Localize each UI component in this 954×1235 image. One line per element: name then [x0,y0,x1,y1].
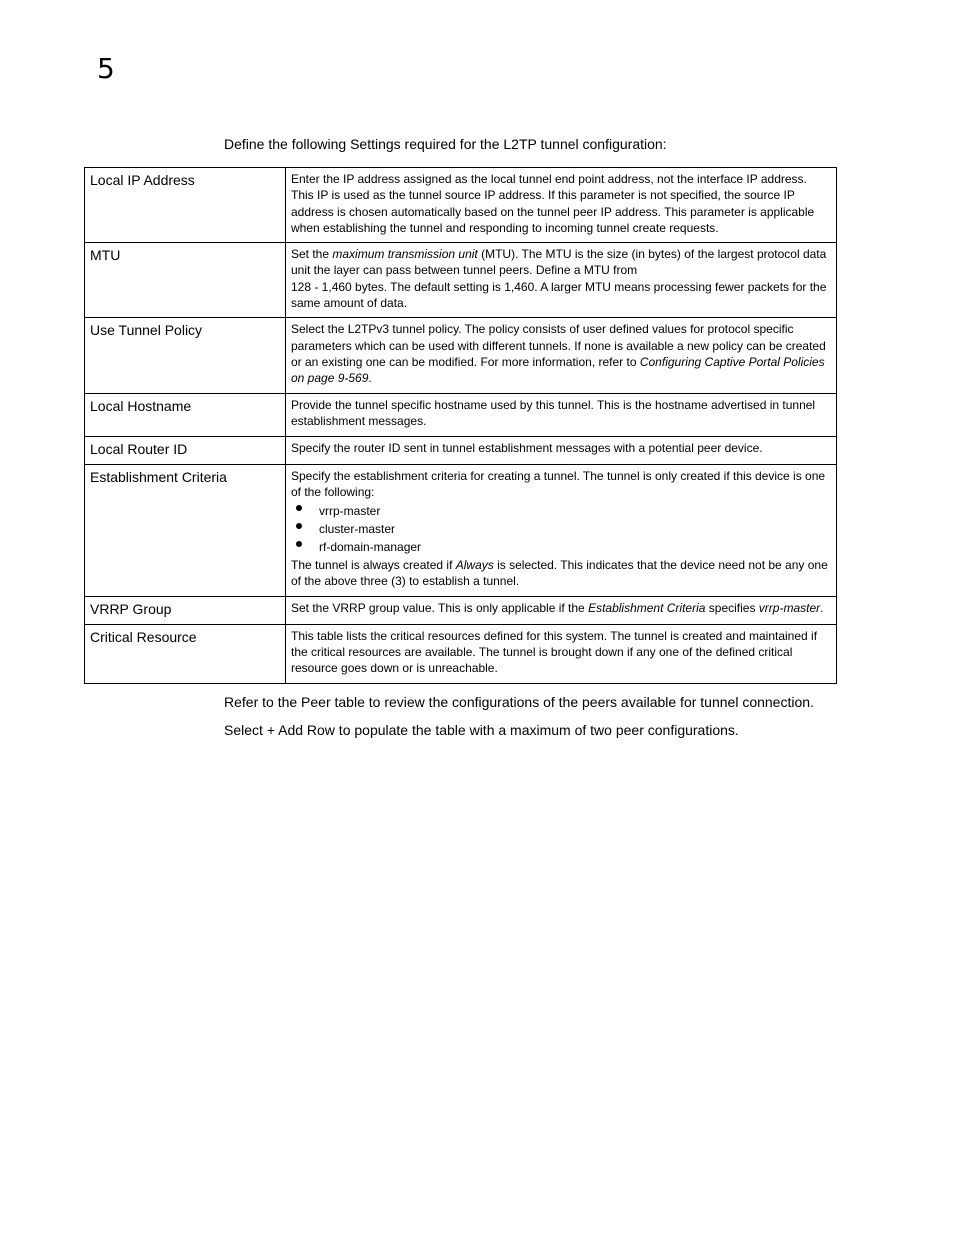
desc-local-ip: Enter the IP address assigned as the local tunnel end point address, not the interface IP address. This IP is used as the tunnel source IP address. If this parameter is not specified, the source IP address is chosen automatically based on the tunnel peer IP address. This parameter is applicable when establishing the tunnel and responding to incoming tunnel create requests. [286,168,837,243]
intro-text: Define the following Settings required for the L2TP tunnel configuration: [224,136,667,152]
desc-text: Select the L2TPv3 tunnel policy. The policy consists of user defined values for protocol specific parameters which can be used with different tunnels. If none is available a new policy can be created or an existing one can be modified. For more information, refer to [291,322,826,369]
desc-text: Specify the establishment criteria for creating a tunnel. The tunnel is only created if this device is one of the following: [291,468,826,499]
peer-table-paragraph [224,694,924,710]
criteria-options [291,502,831,556]
list-item: cluster-master [291,520,831,538]
body-text: Refer to the [224,694,302,710]
term-local-hostname: Local Hostname [85,393,286,436]
body-text: to review the configurations of the peers available for tunnel connection. [364,694,814,710]
chapter-number: 5 [97,52,115,85]
desc-mtu [286,243,837,318]
list-item: vrrp-master [291,502,831,520]
settings-table [84,167,837,684]
table-row [85,318,837,393]
desc-text: 128 - 1,460 bytes. The default setting is 1,460. A larger MTU means processing fewer packets for the same amount of data. [291,279,827,311]
add-row-paragraph [224,722,924,738]
table-row [85,624,837,683]
table-row [85,596,837,624]
term-local-ip: Local IP Address [85,168,286,243]
table-row [85,436,837,464]
desc-emphasis: vrrp-master [758,600,821,615]
desc-tunnel-policy [286,318,837,393]
table-row [85,464,837,596]
desc-text: specifies [705,600,759,615]
desc-vrrp-group [286,596,837,624]
desc-critical-resource: This table lists the critical resources defined for this system. The tunnel is created and maintained if the critical resources are available. The tunnel is brought down if any one of the defined critical resource goes down or is unreachable. [286,624,837,683]
desc-establishment-criteria [286,464,837,596]
body-text: Select [224,722,267,738]
desc-text: (MTU). The MTU is the size (in bytes) of the largest protocol data unit the layer can pass between tunnel peers. Define a MTU from [291,247,827,278]
peer-table-reference: Peer table [301,694,365,710]
desc-text: . [368,371,372,386]
desc-router-id: Specify the router ID sent in tunnel establishment messages with a potential peer device. [286,436,837,464]
table-row [85,168,837,243]
term-establishment-criteria: Establishment Criteria [85,464,286,596]
table-row [85,393,837,436]
term-vrrp-group: VRRP Group [85,596,286,624]
body-text: to populate the table with a maximum of two peer configurations. [334,722,739,738]
term-mtu: MTU [85,243,286,318]
term-router-id: Local Router ID [85,436,286,464]
cross-reference: Configuring Captive Portal Policies on page 9-569 [291,354,825,386]
table-row [85,243,837,318]
term-critical-resource: Critical Resource [85,624,286,683]
desc-emphasis: Always [455,558,494,573]
desc-local-hostname: Provide the tunnel specific hostname used by this tunnel. This is the hostname advertised in tunnel establishment messages. [286,393,837,436]
desc-text: Set the VRRP group value. This is only applicable if the [291,600,589,615]
add-row-reference: + Add Row [266,722,335,738]
desc-text: is selected. This indicates that the device need not be any one of the above three (3) to establish a tunnel. [291,558,828,589]
desc-text: Set the [291,247,333,262]
desc-text: The tunnel is always created if [291,558,456,573]
desc-emphasis: maximum transmission unit [332,247,478,262]
desc-emphasis: Establishment Criteria [588,600,706,615]
list-item: rf-domain-manager [291,538,831,556]
desc-text: . [820,600,824,615]
term-tunnel-policy: Use Tunnel Policy [85,318,286,393]
